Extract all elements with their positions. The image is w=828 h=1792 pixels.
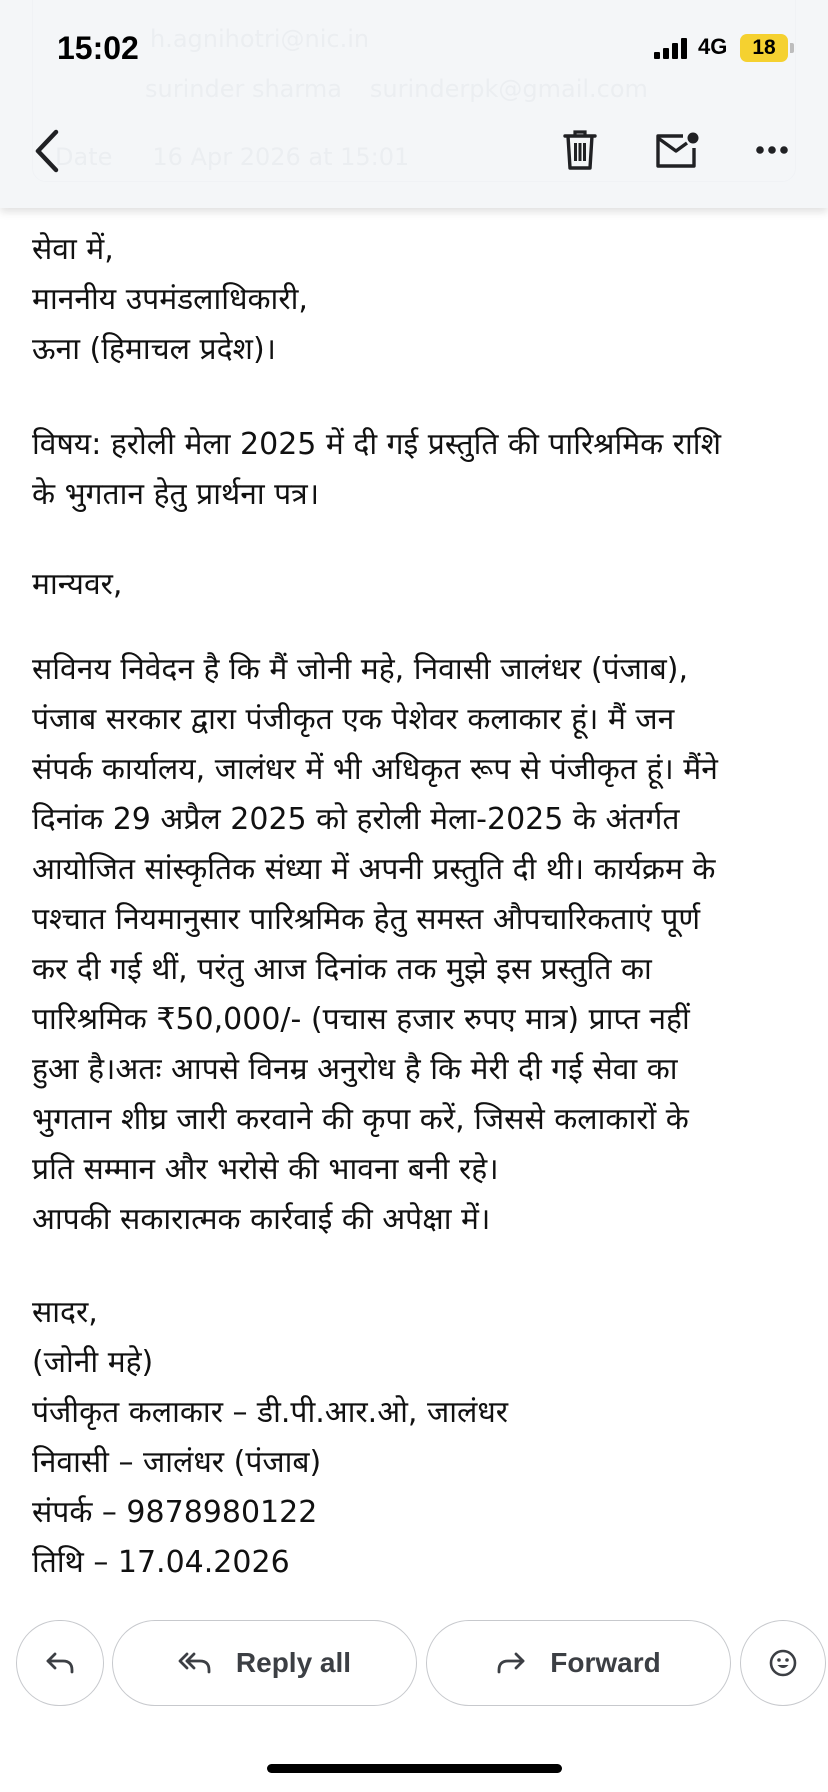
signature-line: सादर, (32, 1295, 98, 1330)
address-line: माननीय उपमंडलाधिकारी, (32, 282, 308, 317)
subject-line: विषय: हरोली मेला 2025 में दी गई प्रस्तुति की पारिश्रमिक राशि (32, 427, 721, 462)
top-navigation-bar (0, 0, 828, 208)
signature-line: (जोनी महे) (32, 1345, 154, 1380)
email-subject (32, 420, 796, 520)
body-line: संपर्क कार्यालय, जालंधर में भी अधिकृत रूप से पंजीकृत हूं। मैंने (32, 752, 718, 787)
address-line: सेवा में, (32, 232, 114, 267)
reply-icon (45, 1651, 75, 1675)
reply-all-label: Reply all (235, 1647, 352, 1678)
body-line: हुआ है।अतः आपसे विनम्र अनुरोध है कि मेरी दी गई सेवा का (32, 1052, 678, 1087)
salutation (32, 560, 796, 610)
recipient-address (32, 225, 796, 375)
body-line: पारिश्रमिक ₹50,000/- (पचास हजार रुपए मात्र) प्राप्त नहीं (32, 1002, 690, 1037)
reply-all-button[interactable] (112, 1620, 417, 1706)
mark-unread-button[interactable] (650, 124, 704, 176)
body-line: कर दी गई थीं, परंतु आज दिनांक तक मुझे इस प्रस्तुति का (32, 952, 652, 987)
emoji-reaction-button[interactable] (740, 1620, 826, 1706)
signature-line: संपर्क – 9878980122 (32, 1495, 318, 1530)
email-body-paragraph (32, 645, 796, 1245)
body-line: आपकी सकारात्मक कार्रवाई की अपेक्षा में। (32, 1202, 491, 1237)
address-line: ऊना (हिमाचल प्रदेश)। (32, 332, 277, 367)
subject-line: के भुगतान हेतु प्रार्थना पत्र। (32, 477, 320, 512)
status-time: 15:02 (57, 30, 139, 66)
battery-cap (790, 43, 794, 53)
delete-button[interactable] (556, 124, 604, 176)
back-icon (32, 128, 62, 174)
forward-button[interactable] (426, 1620, 731, 1706)
smiley-icon (768, 1648, 798, 1678)
body-line: पंजाब सरकार द्वारा पंजीकृत एक पेशेवर कलाकार हूं। मैं जन (32, 702, 675, 737)
forward-icon (496, 1651, 526, 1675)
battery-icon: 18 (740, 34, 788, 62)
body-line: पश्चात नियमानुसार पारिश्रमिक हेतु समस्त औपचारिकताएं पूर्ण (32, 902, 701, 937)
signature-line: निवासी – जालंधर (पंजाब) (32, 1445, 322, 1480)
network-type: 4G (698, 34, 728, 59)
signature-block (32, 1288, 796, 1588)
cellular-signal-icon (654, 37, 692, 59)
back-button[interactable] (22, 124, 72, 178)
mail-unread-icon (654, 131, 700, 169)
signature-line: पंजीकृत कलाकार – डी.पी.आर.ओ, जालंधर (32, 1395, 509, 1430)
reply-all-icon (178, 1651, 212, 1675)
body-line: आयोजित सांस्कृतिक संध्या में अपनी प्रस्तुति दी थी। कार्यक्रम के (32, 852, 716, 887)
body-line: प्रति सम्मान और भरोसे की भावना बनी रहे। (32, 1152, 499, 1187)
more-icon (755, 145, 789, 155)
body-line: सविनय निवेदन है कि मैं जोनी महे, निवासी जालंधर (पंजाब), (32, 652, 688, 687)
signature-line: तिथि – 17.04.2026 (32, 1545, 290, 1580)
salutation-text: मान्यवर, (32, 567, 123, 602)
more-options-button[interactable] (746, 128, 798, 172)
reply-button[interactable] (16, 1620, 104, 1706)
home-indicator[interactable] (267, 1764, 562, 1773)
forward-label: Forward (550, 1647, 661, 1678)
trash-icon (563, 129, 597, 171)
body-line: भुगतान शीघ्र जारी करवाने की कृपा करें, जिससे कलाकारों के (32, 1102, 689, 1137)
body-line: दिनांक 29 अप्रैल 2025 को हरोली मेला-2025 के अंतर्गत (32, 802, 680, 837)
